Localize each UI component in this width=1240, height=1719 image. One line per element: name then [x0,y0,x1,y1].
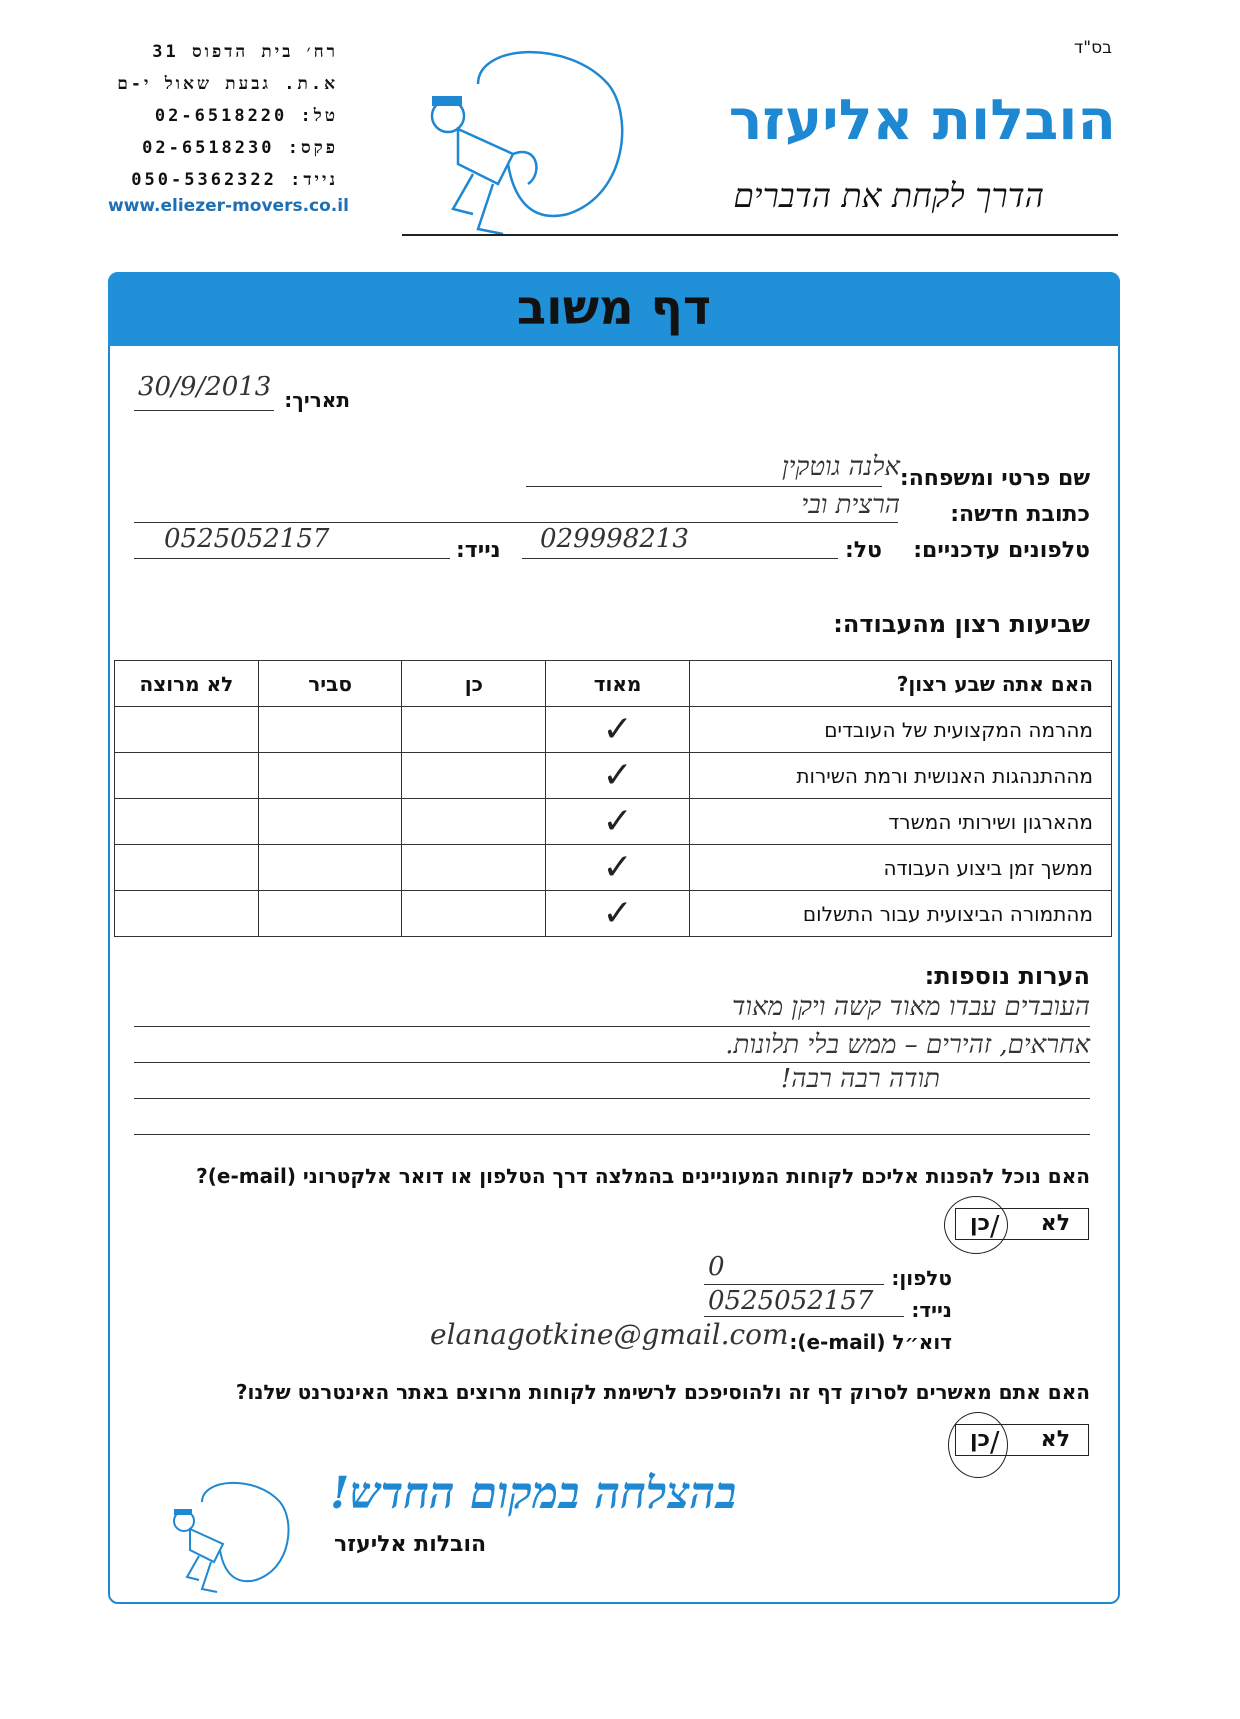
referral-mobile-line [704,1316,904,1317]
checkmark-very[interactable]: ✓ [546,845,690,891]
checkmark-very[interactable]: ✓ [546,707,690,753]
address-line-mobile: נייד: 050-5362322 [131,170,338,190]
brand-slogan: הדרך לקחת את הדברים [733,176,1044,215]
brand-name: הובלות אליעזר [728,88,1116,153]
comment-rule [134,1062,1090,1063]
table-row [115,753,1112,799]
mobile-line [134,558,450,559]
table-row [115,707,1112,753]
row-question: מההתנהגות האנושית ורמת השירות [689,753,1111,799]
referral-yes-circle-mark [944,1196,1008,1254]
consent-no[interactable]: לא [1040,1427,1070,1452]
comment-rule [134,1098,1090,1099]
row-question: ממשך זמן ביצוע העבודה [689,845,1111,891]
mobile-value[interactable]: 0525052157 [164,524,330,554]
address-line [134,522,898,523]
consent-yes[interactable]: כן [970,1427,991,1452]
cell-yes[interactable] [402,753,546,799]
col-header-yes: כן [402,661,546,707]
comment-line-2[interactable]: אחראים, זהירים – ממש בלי תלונות. [725,1030,1090,1060]
cell-not-satisfied[interactable] [115,707,259,753]
comment-rule [134,1026,1090,1027]
name-label: שם פרטי ומשפחה: [899,466,1090,491]
footer-greeting: בהצלחה במקום החדש! [330,1468,737,1519]
date-label: תאריך: [284,388,350,412]
checkmark-very[interactable]: ✓ [546,753,690,799]
tel-line [522,558,838,559]
address-line-area: א.ת. גבעת שאול י-ם [117,74,338,94]
cell-reasonable[interactable] [258,799,402,845]
footer-company: הובלות אליעזר [334,1532,487,1557]
date-value[interactable]: 30/9/2013 [138,372,272,402]
table-row [115,799,1112,845]
comment-line-1[interactable]: העובדים עבדו מאוד קשה ויקן מאוד [732,992,1090,1022]
company-address [108,36,338,196]
cell-reasonable[interactable] [258,707,402,753]
table-row [115,891,1112,937]
satisfaction-table [114,660,1112,937]
comments-title: הערות נוספות: [924,962,1090,990]
satisfaction-title: שביעות רצון מהעבודה: [833,610,1090,638]
referral-no[interactable]: לא [1040,1211,1070,1236]
comment-line-3[interactable]: תודה רבה רבה! [780,1064,940,1094]
mobile-label: נייד: [456,538,501,563]
col-header-question: האם אתה שבע רצון? [689,661,1111,707]
cell-yes[interactable] [402,799,546,845]
address-value[interactable]: הרצית ובי [801,490,900,520]
table-row [115,845,1112,891]
cell-not-satisfied[interactable] [115,845,259,891]
referral-phone-line [704,1284,884,1285]
company-website[interactable]: www.eliezer-movers.co.il [108,196,349,216]
row-question: מהארגון ושירותי המשרד [689,799,1111,845]
cell-reasonable[interactable] [258,753,402,799]
col-header-very: מאוד [546,661,690,707]
mover-mascot-icon [418,44,632,240]
cell-not-satisfied[interactable] [115,799,259,845]
table-header-row [115,661,1112,707]
cell-yes[interactable] [402,891,546,937]
referral-question: האם נוכל להפנות אליכם לקוחות המעוניינים בהמלצה דרך הטלפון או דואר אלקטרוני (e-mail)? [196,1164,1090,1188]
checkmark-very[interactable]: ✓ [546,799,690,845]
referral-phone-value[interactable]: 0 [708,1252,725,1282]
cell-yes[interactable] [402,707,546,753]
form-title: דף משוב [516,280,712,336]
col-header-reasonable: סביר [258,661,402,707]
referral-email-label: דוא״ל (e-mail): [789,1330,952,1354]
address-line-street: רח׳ בית הדפוס 31 [152,42,338,62]
name-line [526,486,882,487]
phones-label: טלפונים עדכניים: [913,538,1090,563]
referral-mobile-value[interactable]: 0525052157 [708,1286,874,1316]
comment-rule [134,1134,1090,1135]
mover-mascot-icon [166,1478,296,1596]
slash-divider: / [990,1425,1000,1458]
cell-not-satisfied[interactable] [115,753,259,799]
slash-divider: / [990,1209,1000,1242]
row-question: מהתמורה הביצועית עבור התשלום [689,891,1111,937]
address-label: כתובת חדשה: [950,502,1090,527]
referral-mobile-label: נייד: [911,1298,952,1322]
bsd-mark: בס"ד [1074,38,1112,58]
header-divider [402,234,1118,236]
referral-email-value[interactable]: elanagotkine@gmail.com [430,1318,789,1351]
date-line [134,410,274,411]
consent-question: האם אתם מאשרים לסרוק דף זה ולהוסיפכם לרשימת לקוחות מרוצים באתר האינטרנט שלנו? [235,1380,1090,1404]
cell-reasonable[interactable] [258,845,402,891]
col-header-not-satisfied: לא מרוצה [115,661,259,707]
referral-yes[interactable]: כן [970,1211,991,1236]
tel-label: טל: [844,538,882,563]
row-question: מהרמה המקצועית של העובדים [689,707,1111,753]
cell-not-satisfied[interactable] [115,891,259,937]
consent-yes-circle-mark [948,1412,1008,1478]
checkmark-very[interactable]: ✓ [546,891,690,937]
name-value[interactable]: אלנה גוטקין [781,452,900,482]
referral-phone-label: טלפון: [891,1266,952,1290]
cell-reasonable[interactable] [258,891,402,937]
cell-yes[interactable] [402,845,546,891]
tel-value[interactable]: 029998213 [540,524,689,554]
address-line-phone: טל: 02-6518220 [154,106,338,126]
address-line-fax: פקס: 02-6518230 [142,138,338,158]
